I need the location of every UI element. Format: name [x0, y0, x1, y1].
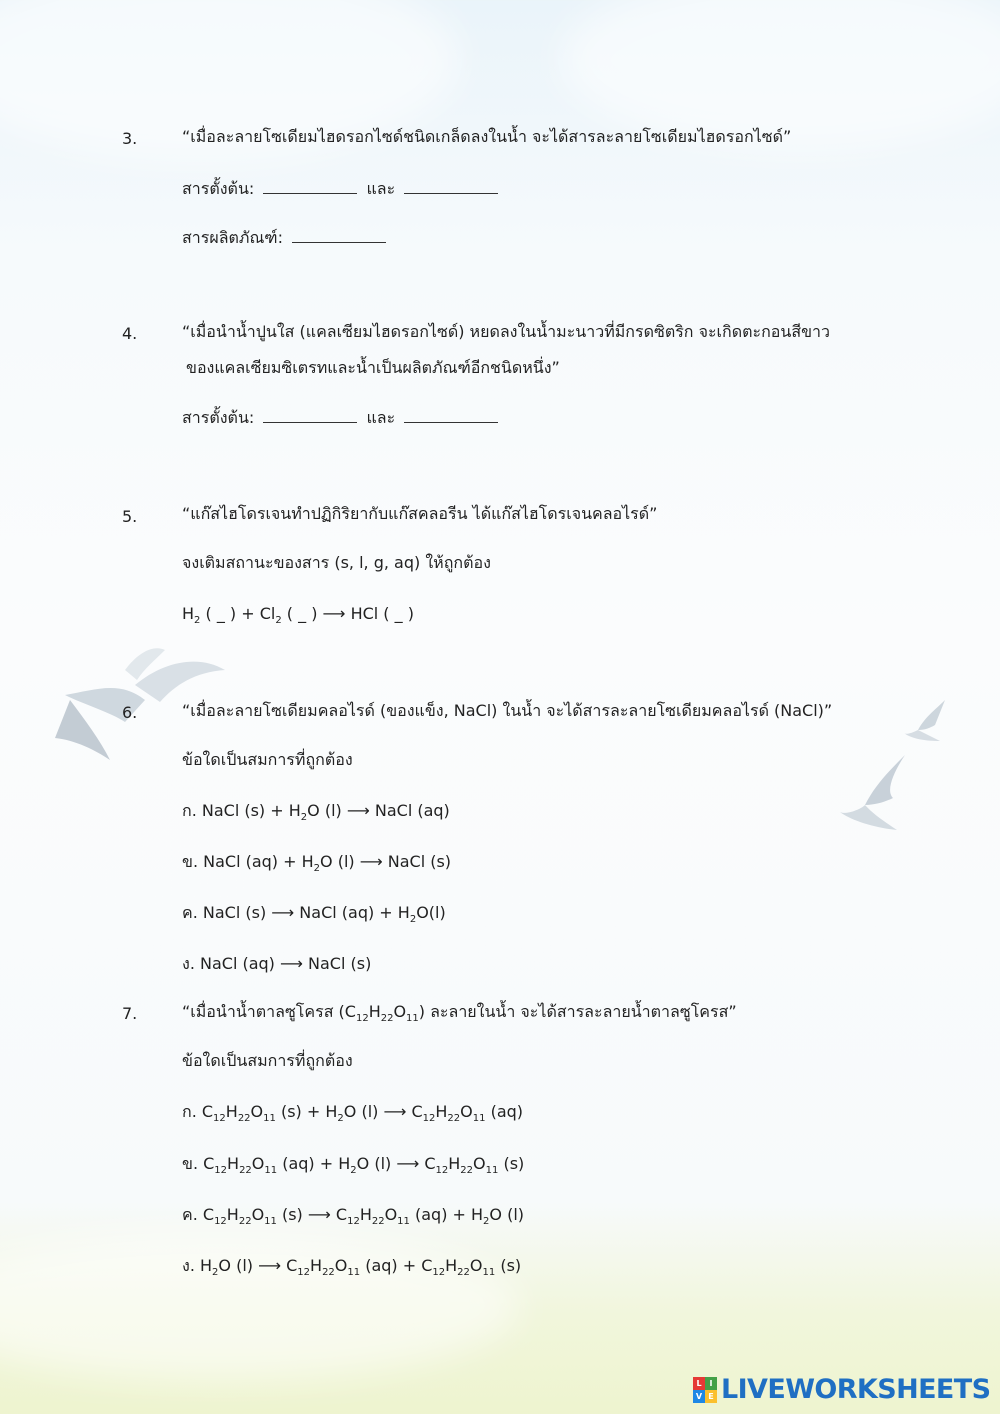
option-c[interactable]: ค. NaCl (s) ⟶ NaCl $(aq) + H_2O(l)$: [182, 903, 446, 926]
liveworksheets-logo: [693, 1374, 990, 1405]
option-label: ก.: [182, 801, 197, 820]
statement-text: “เมื่อนำน้ำตาลซูโครส (: [182, 1002, 345, 1021]
and-label: และ: [366, 179, 396, 198]
reactants-row: [182, 406, 502, 429]
question-number: 5.: [122, 507, 138, 526]
option-d[interactable]: ง. $H_2O$ (l) ⟶ $C_{12}H_{22}O_{11}$ $(aq) + C_{12}H_{22}O_{11}$ (s): [182, 1256, 522, 1279]
and-label: และ: [366, 408, 396, 427]
question-statement: “เมื่อละลายโซเดียมคลอไรด์ (ของแข็ง, NaCl) ในน้ำ จะได้สารละลายโซเดียมคลอไรด์ (NaCl)”: [182, 701, 833, 720]
bird-illustration: [900, 695, 950, 745]
answer-blank[interactable]: [263, 177, 357, 194]
question-number: 3.: [122, 129, 138, 148]
question-statement: “เมื่อนำน้ำตาลซูโครส $(C_{12}H_{22}O_{11})$ ละลายในน้ำ จะได้สารละลายน้ำตาลซูโครส”: [182, 1002, 737, 1025]
cloud-decoration: [0, 1230, 520, 1380]
badge-letter: V: [693, 1390, 705, 1403]
option-label: ง.: [182, 954, 195, 973]
question-statement: ของแคลเซียมซิเตรทและน้ำเป็นผลิตภัณฑ์อีกชนิดหนึ่ง”: [186, 358, 560, 377]
option-label: ข.: [182, 852, 199, 871]
answer-blank[interactable]: [292, 226, 386, 243]
brand-name: LIVEWORKSHEETS: [721, 1374, 991, 1405]
option-a[interactable]: ก. $C_{12}H_{22}O_{11}$ $(s) + H_2O$ (l) ⟶ $C_{12}H_{22}O_{11}$ (aq): [182, 1102, 524, 1125]
question-instruction: จงเติมสถานะของสาร (s, l, g, aq) ให้ถูกต้อง: [182, 553, 491, 572]
question-statement: “แก๊สไฮโดรเจนทำปฏิกิริยากับแก๊สคลอรีน ได้แก๊สไฮโดรเจนคลอไรด์”: [182, 504, 658, 523]
logo-badge-icon: [693, 1377, 717, 1403]
statement-text: ) ละลายในน้ำ จะได้สารละลายน้ำตาลซูโครส”: [418, 1002, 737, 1021]
option-label: ก.: [182, 1102, 197, 1121]
reactants-row: [182, 177, 502, 200]
reactants-label: สารตั้งต้น:: [182, 179, 255, 198]
question-statement: “เมื่อนำน้ำปูนใส (แคลเซียมไฮดรอกไซด์) หยดลงในน้ำมะนาวที่มีกรดซิตริก จะเกิดตะกอนสีขาว: [182, 322, 830, 341]
equation: $H_2$ ( _ ) + $Cl_2$ ( _ ) ⟶ HCl ( _ ): [182, 604, 414, 627]
option-label: ค.: [182, 1205, 198, 1224]
bird-illustration: [835, 750, 925, 835]
option-label: ข.: [182, 1154, 199, 1173]
question-prompt: ข้อใดเป็นสมการที่ถูกต้อง: [182, 750, 353, 769]
reactants-label: สารตั้งต้น:: [182, 408, 255, 427]
option-b[interactable]: ข. $C_{12}H_{22}O_{11}$ $(aq) + H_2O$ (l) ⟶ $C_{12}H_{22}O_{11}$ (s): [182, 1154, 525, 1177]
question-number: 6.: [122, 703, 138, 722]
option-a[interactable]: ก. NaCl $(s) + H_2O$ (l) ⟶ NaCl (aq): [182, 801, 450, 824]
question-number: 4.: [122, 324, 138, 343]
products-label: สารผลิตภัณฑ์:: [182, 228, 283, 247]
question-number: 7.: [122, 1004, 138, 1023]
option-label: ค.: [182, 903, 198, 922]
option-c[interactable]: ค. $C_{12}H_{22}O_{11}$ (s) ⟶ $C_{12}H_{22}O_{11}$ $(aq) + H_2O$ (l): [182, 1205, 525, 1228]
answer-blank[interactable]: [404, 406, 498, 423]
badge-letter: L: [693, 1377, 705, 1390]
answer-blank[interactable]: [404, 177, 498, 194]
question-prompt: ข้อใดเป็นสมการที่ถูกต้อง: [182, 1051, 353, 1070]
option-d[interactable]: ง. NaCl (aq) ⟶ NaCl (s): [182, 954, 372, 973]
option-b[interactable]: ข. NaCl $(aq) + H_2O$ (l) ⟶ NaCl (s): [182, 852, 452, 875]
badge-letter: I: [705, 1377, 717, 1390]
option-label: ง.: [182, 1256, 195, 1275]
badge-letter: E: [705, 1390, 717, 1403]
answer-blank[interactable]: [263, 406, 357, 423]
products-row: [182, 226, 390, 249]
question-statement: “เมื่อละลายโซเดียมไฮดรอกไซด์ชนิดเกล็ดลงในน้ำ จะได้สารละลายโซเดียมไฮดรอกไซด์”: [182, 127, 792, 146]
